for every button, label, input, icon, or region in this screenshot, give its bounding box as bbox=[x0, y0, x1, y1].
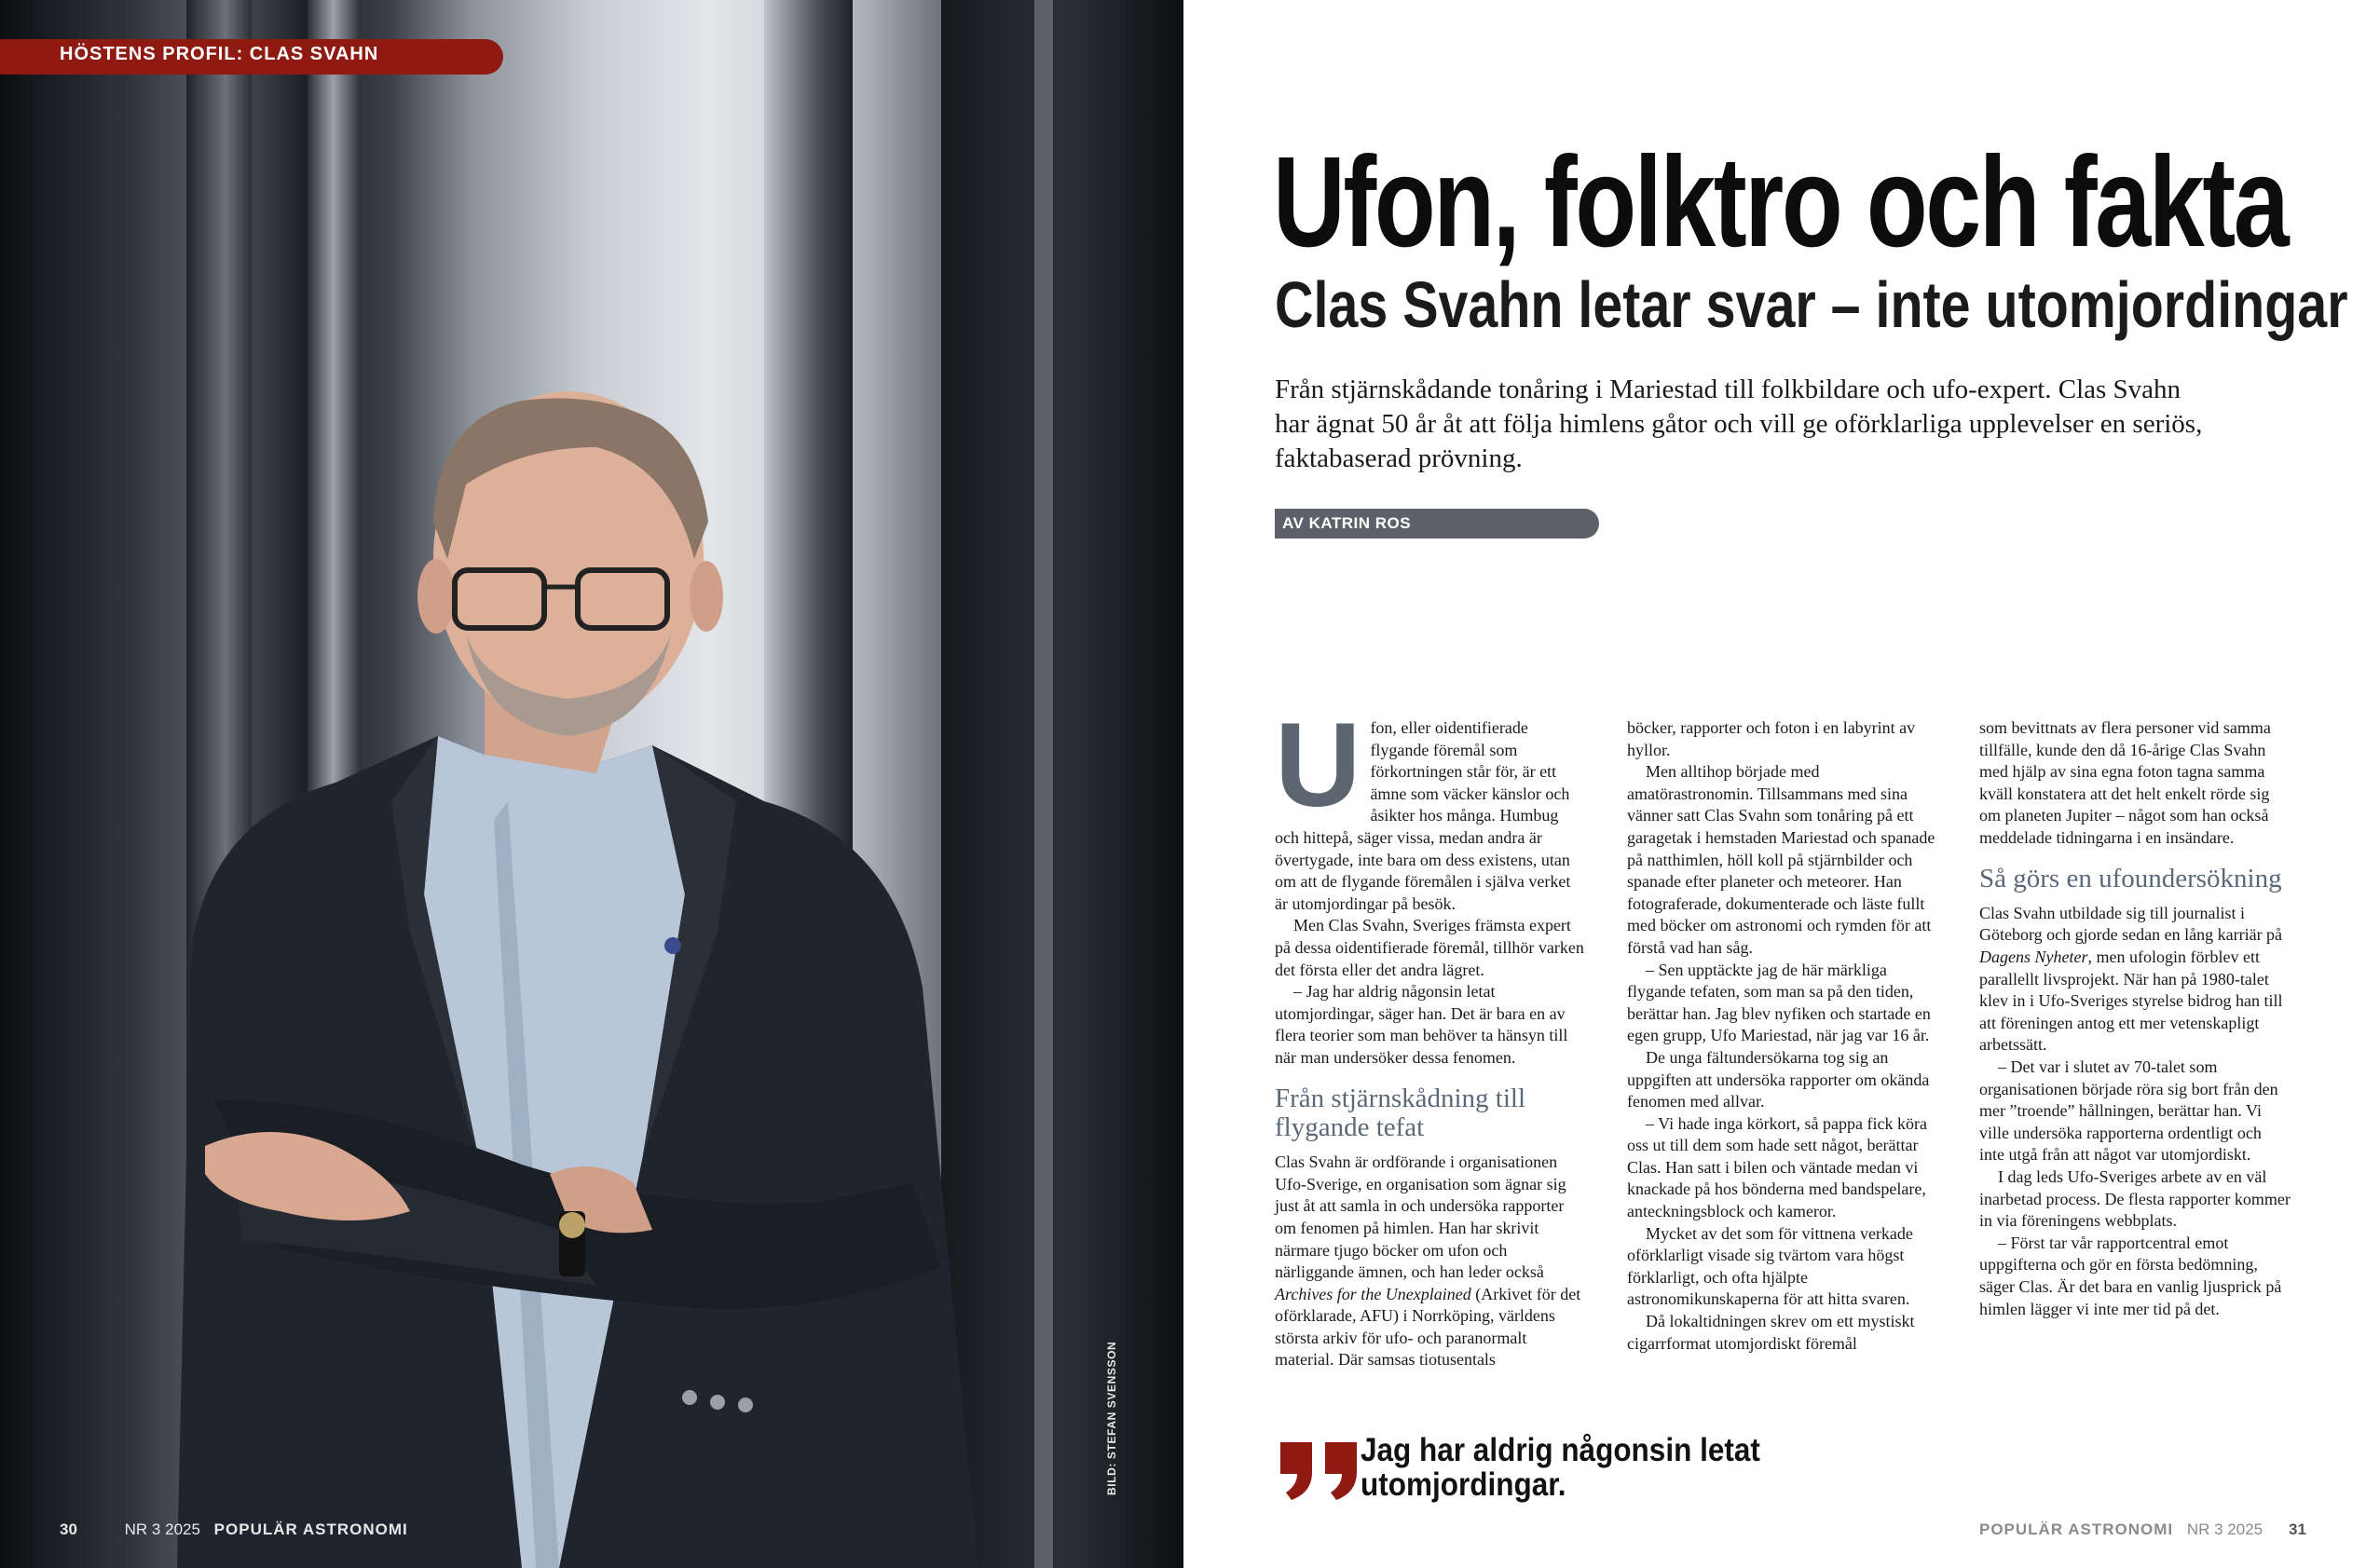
issue-right: NR 3 2025 bbox=[2186, 1520, 2263, 1538]
quote-marks-icon bbox=[1279, 1440, 1362, 1502]
publication-title: Archives for the Unexplained bbox=[1275, 1284, 1471, 1303]
paragraph: – Vi hade inga körkort, så pappa fick köra oss ut till dem som hade sett något, berättar Clas. Han satt i bilen och väntade medan vi knackade på hos bönderna med bandspelare, anteckningsblock och kameror. bbox=[1627, 1113, 1927, 1221]
page-number-left: 30 bbox=[60, 1520, 77, 1538]
paragraph: I dag leds Ufo-Sveriges arbete av en väl inarbetad process. De flesta rapporter kommer in via föreningens webbplats. bbox=[1979, 1167, 2291, 1231]
body-column-2 bbox=[1627, 717, 1938, 1355]
paragraph: Men alltihop började med amatörastronomin. Tillsammans med sina vänner satt Clas Svahn som tonåring på ett garagetak i hemstaden Mariestad och spanade på natthimlen, höll koll på stjärnbilder och spanade efter planeter och meteorer. Han fotograferade, dokumenterade och läste fullt med böcker om astronomi och rymden för att förstå vad han såg. bbox=[1627, 762, 1935, 957]
paragraph: Clas Svahn är ordförande i organisationen Ufo-Sverige, en organisation som ägnar sig just åt att samla in och undersöka rapporter om fenomen på himlen. Han har skrivit närmare tjugo böcker om ufon och närliggande ämnen, och han leder också Archives for the Unexplained (Arkivet för det oförklarade, AFU) i Norrköping, världens största arkiv för ufo- och paranormalt material. Där samsas tiotusentals bbox=[1275, 1152, 1581, 1370]
paragraph: fon, eller oidentifierade flygande föremål som förkortningen står för, är ett ämne som väcker känslor och åsikter hos många. Humbug och hittepå, säger vissa, medan andra är övertygade, inte bara om dess existens, utan om att de flygande föremålen i själva verket är utomjordingar på besök. bbox=[1275, 718, 1571, 913]
headline: Ufon, folktro och fakta bbox=[1273, 130, 2288, 274]
issue-left: NR 3 2025 bbox=[124, 1520, 200, 1538]
paragraph: – Det var i slutet av 70-talet som organisationen började röra sig bort från den mer ”troende” hållningen, berättar han. Vi ville undersöka rapporterna ordentligt och inte utgå från att något var utomjordiskt. bbox=[1979, 1057, 2278, 1165]
lede: Från stjärnskådande tonåring i Mariestad till folkbildare och ufo-expert. Clas Svahn har ägnat 50 år åt att följa himlens gåtor och vill ge oförklarliga upplevelser en seriös, faktabaserad prövning. bbox=[1275, 375, 2203, 474]
paragraph: Clas Svahn utbildade sig till journalist i Göteborg och gjorde sedan en lång karriär på Dagens Nyheter, men ufologin förblev ett parallellt livsprojekt. När han på 1980-talet klev in i Ufo-Sveriges styrelse bidrog han till att föreningen antog ett mer vetenskapligt arbetssätt. bbox=[1979, 903, 2283, 1055]
body-column-1 bbox=[1275, 699, 1586, 1371]
folio-left bbox=[60, 1520, 408, 1539]
paragraph: böcker, rapporter och foton i en labyrint av hyllor. bbox=[1627, 718, 1916, 759]
publication-title: Dagens Nyheter bbox=[1979, 948, 2088, 967]
paragraph: – Sen upptäckte jag de här märkliga flygande tefaten, som man sa på den tiden, berättar han. Jag blev nyfiken och startade en egen grupp, Ufo Mariestad, när jag var 16 år. bbox=[1627, 960, 1931, 1045]
paragraph: Då lokaltidningen skrev om ett mystiskt cigarrformat utomjordiskt föremål bbox=[1627, 1312, 1915, 1353]
paragraph: De unga fältundersökarna tog sig an uppgiften att undersöka rapporter om okända fenomen med allvar. bbox=[1627, 1047, 1930, 1111]
section-heading: Så görs en ufoundersökning bbox=[1979, 863, 2282, 893]
magazine-name-left: POPULÄR ASTRONOMI bbox=[213, 1520, 408, 1538]
subheadline: Clas Svahn letar svar – inte utomjordingar bbox=[1275, 268, 2348, 341]
byline: AV KATRIN ROS bbox=[1282, 514, 1412, 532]
paragraph: som bevittnats av flera personer vid samma tillfälle, kunde den då 16-årige Clas Svahn med hjälp av sina egna foton tagna samma kväll konstatera att det helt enkelt rörde sig om planeten Jupiter – något som han också meddelade tidningarna i en insändare. bbox=[1979, 718, 2271, 847]
pull-quote: Jag har aldrig någonsin letat utomjordingar. bbox=[1361, 1432, 1760, 1504]
paragraph: – Jag har aldrig någonsin letat utomjordingar, säger han. Det är bara en av flera teorier som man behöver ta hänsyn till när man undersöker dessa fenomen. bbox=[1275, 982, 1568, 1067]
paragraph: – Först tar vår rapportcentral emot uppgifterna och gör en första bedömning, säger Clas. Är det bara en vanlig ljusprick på himlen lägger vi inte mer tid på det. bbox=[1979, 1233, 2282, 1318]
drop-cap: U bbox=[1275, 699, 1361, 832]
paragraph: Mycket av det som för vittnena verkade oförklarligt visade sig tvärtom vara högst förklarligt, och ofta hjälpte astronomikunskaperna för att hitta svaren. bbox=[1627, 1223, 1913, 1309]
body-column-3 bbox=[1979, 717, 2291, 1320]
folio-right bbox=[1979, 1520, 2315, 1539]
section-kicker: HÖSTENS PROFIL: CLAS SVAHN bbox=[60, 44, 379, 64]
paragraph: Men Clas Svahn, Sveriges främsta expert på dessa oidentifierade föremål, tillhör varken det första eller det andra lägret. bbox=[1275, 916, 1584, 979]
photo-credit: BILD: STEFAN SVENSSON bbox=[1105, 1341, 1118, 1495]
section-heading: Från stjärnskådning till flygande tefat bbox=[1275, 1083, 1526, 1142]
magazine-name-right: POPULÄR ASTRONOMI bbox=[1979, 1520, 2174, 1538]
page-number-right: 31 bbox=[2289, 1520, 2306, 1538]
